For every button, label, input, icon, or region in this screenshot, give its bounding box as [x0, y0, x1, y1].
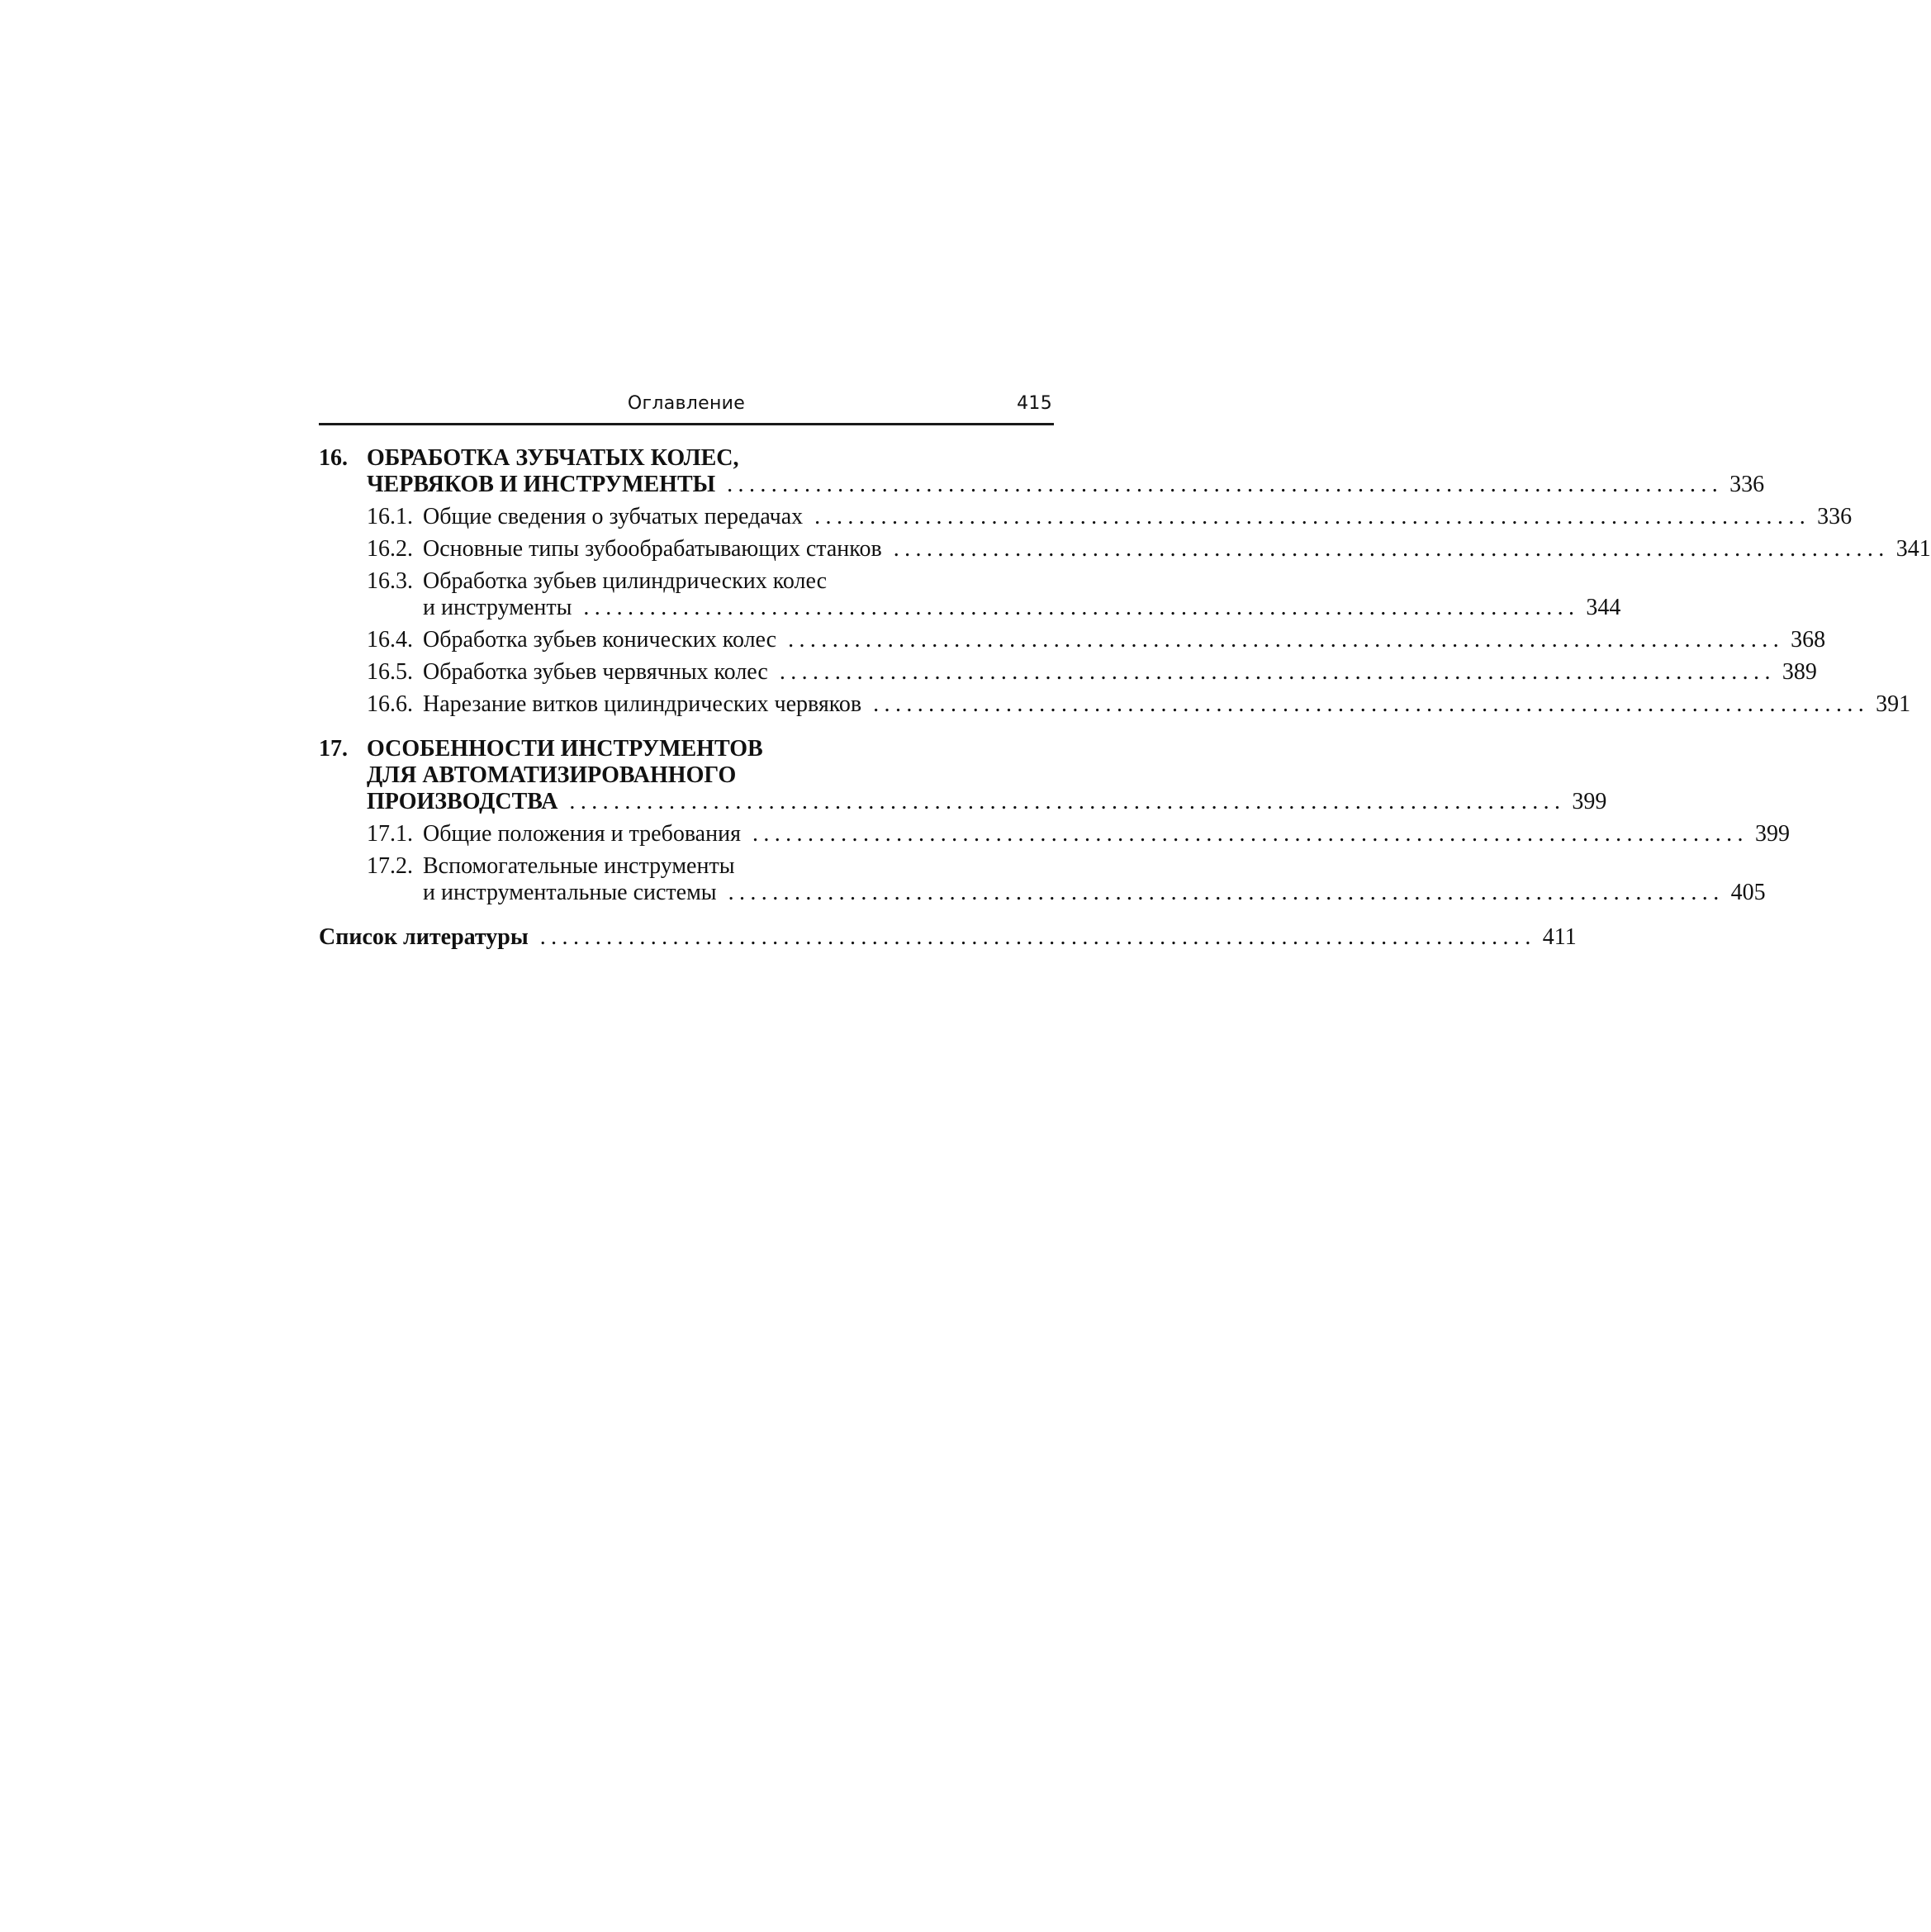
chapter-title-block	[319, 445, 1765, 498]
section-number: 16.3.	[367, 568, 413, 594]
section-title-text: Общие сведения о зубчатых передачах	[423, 504, 804, 529]
page-number: 344	[1586, 595, 1621, 620]
dot-leader: ..........................................................................................	[583, 595, 1580, 620]
page-number: 336	[1729, 472, 1765, 497]
section-title-block	[319, 536, 1931, 563]
page-number: 336	[1817, 504, 1853, 529]
chapter-title-text: ЧЕРВЯКОВ И ИНСТРУМЕНТЫ	[367, 472, 716, 497]
chapter-title-line	[367, 789, 1607, 815]
dot-leader: ..........................................................................................	[727, 472, 1724, 497]
section-entry	[319, 659, 1817, 686]
section-title-block	[319, 627, 1826, 653]
section-entry	[319, 853, 1766, 906]
chapter-title-text: ОБРАБОТКА ЗУБЧАТЫХ КОЛЕС,	[367, 445, 739, 471]
chapter-title-line	[367, 762, 1054, 789]
bibliography-entry	[319, 924, 1577, 951]
chapter-title-block	[319, 736, 1607, 815]
chapter-title-line	[367, 445, 1054, 472]
section-number: 16.2.	[367, 536, 413, 562]
page-text-block	[319, 387, 1931, 951]
section-title-text: Общие положения и требования	[423, 821, 741, 847]
bib-title-text: Список литературы	[319, 924, 529, 950]
dot-leader: ..........................................................................................	[788, 627, 1785, 653]
section-title-line	[423, 568, 1054, 595]
dot-leader: ..........................................................................................	[873, 691, 1870, 717]
section-title-text: Обработка зубьев конических колес	[423, 627, 777, 653]
section-title-line	[423, 627, 1826, 653]
page-number: 389	[1782, 659, 1817, 685]
dot-leader: ..........................................................................................	[779, 659, 1776, 685]
running-head	[319, 387, 1054, 425]
section-title-text: Обработка зубьев червячных колес	[423, 659, 768, 685]
page-number: 368	[1791, 627, 1826, 653]
page-number: 391	[1876, 691, 1911, 717]
dot-leader: ..........................................................................................	[814, 504, 1811, 529]
chapter-number: 17.	[319, 736, 348, 762]
section-title-block	[319, 853, 1766, 906]
dot-leader: ..........................................................................................	[569, 789, 1566, 814]
section-title-text: Обработка зубьев цилиндрических колес	[423, 568, 828, 594]
section-title-line	[423, 821, 1790, 847]
section-title-text: Основные типы зубообрабатывающих станков	[423, 536, 882, 562]
running-head-page-number: 415	[1017, 393, 1052, 414]
chapter-title-text: ОСОБЕННОСТИ ИНСТРУМЕНТОВ	[367, 736, 763, 762]
page-number: 399	[1754, 821, 1790, 847]
section-title-block	[319, 504, 1853, 530]
section-title-line	[423, 659, 1817, 686]
section-entry	[319, 568, 1621, 621]
section-title-line	[423, 691, 1911, 718]
section-number: 17.1.	[367, 821, 413, 847]
dot-leader: ..........................................................................................	[893, 536, 1890, 562]
section-number: 17.2.	[367, 853, 413, 879]
section-title-text: Вспомогательные инструменты	[423, 853, 735, 879]
section-title-text: Нарезание витков цилиндрических червяков	[423, 691, 862, 717]
chapter-entry	[319, 736, 1607, 815]
section-number: 16.6.	[367, 691, 413, 717]
chapter-entry	[319, 445, 1765, 498]
bib-title-line	[319, 924, 1577, 951]
section-number: 16.1.	[367, 504, 413, 529]
running-head-title: Оглавление	[627, 393, 746, 414]
bib-title-block	[319, 924, 1577, 951]
section-entry	[319, 536, 1931, 563]
section-entry	[319, 691, 1911, 718]
chapter-title-line	[367, 736, 1054, 762]
section-title-line	[423, 853, 1054, 880]
section-title-block	[319, 691, 1911, 718]
chapter-title-line	[367, 472, 1765, 498]
section-title-line	[423, 595, 1621, 621]
page-number: 399	[1572, 789, 1607, 814]
page-number: 411	[1542, 924, 1577, 950]
section-title-line	[423, 504, 1853, 530]
page-number: 405	[1730, 880, 1766, 905]
dot-leader: ..........................................................................................	[539, 924, 1536, 950]
section-entry	[319, 821, 1790, 847]
section-number: 16.4.	[367, 627, 413, 653]
section-entry	[319, 627, 1826, 653]
chapter-title-text: ПРОИЗВОДСТВА	[367, 789, 558, 814]
section-title-line	[423, 880, 1766, 906]
section-title-block	[319, 568, 1621, 621]
section-title-block	[319, 821, 1790, 847]
chapter-title-text: ДЛЯ АВТОМАТИЗИРОВАННОГО	[367, 762, 737, 788]
dot-leader: ..........................................................................................	[728, 880, 1725, 905]
section-title-block	[319, 659, 1817, 686]
section-number: 16.5.	[367, 659, 413, 685]
dot-leader: ..........................................................................................	[752, 821, 1748, 847]
section-title-line	[423, 536, 1931, 563]
section-entry	[319, 504, 1853, 530]
table-of-contents	[319, 445, 1931, 951]
section-title-text: и инструменты	[423, 595, 572, 620]
page-number: 341	[1895, 536, 1931, 562]
chapter-number: 16.	[319, 445, 348, 471]
section-title-text: и инструментальные системы	[423, 880, 717, 905]
